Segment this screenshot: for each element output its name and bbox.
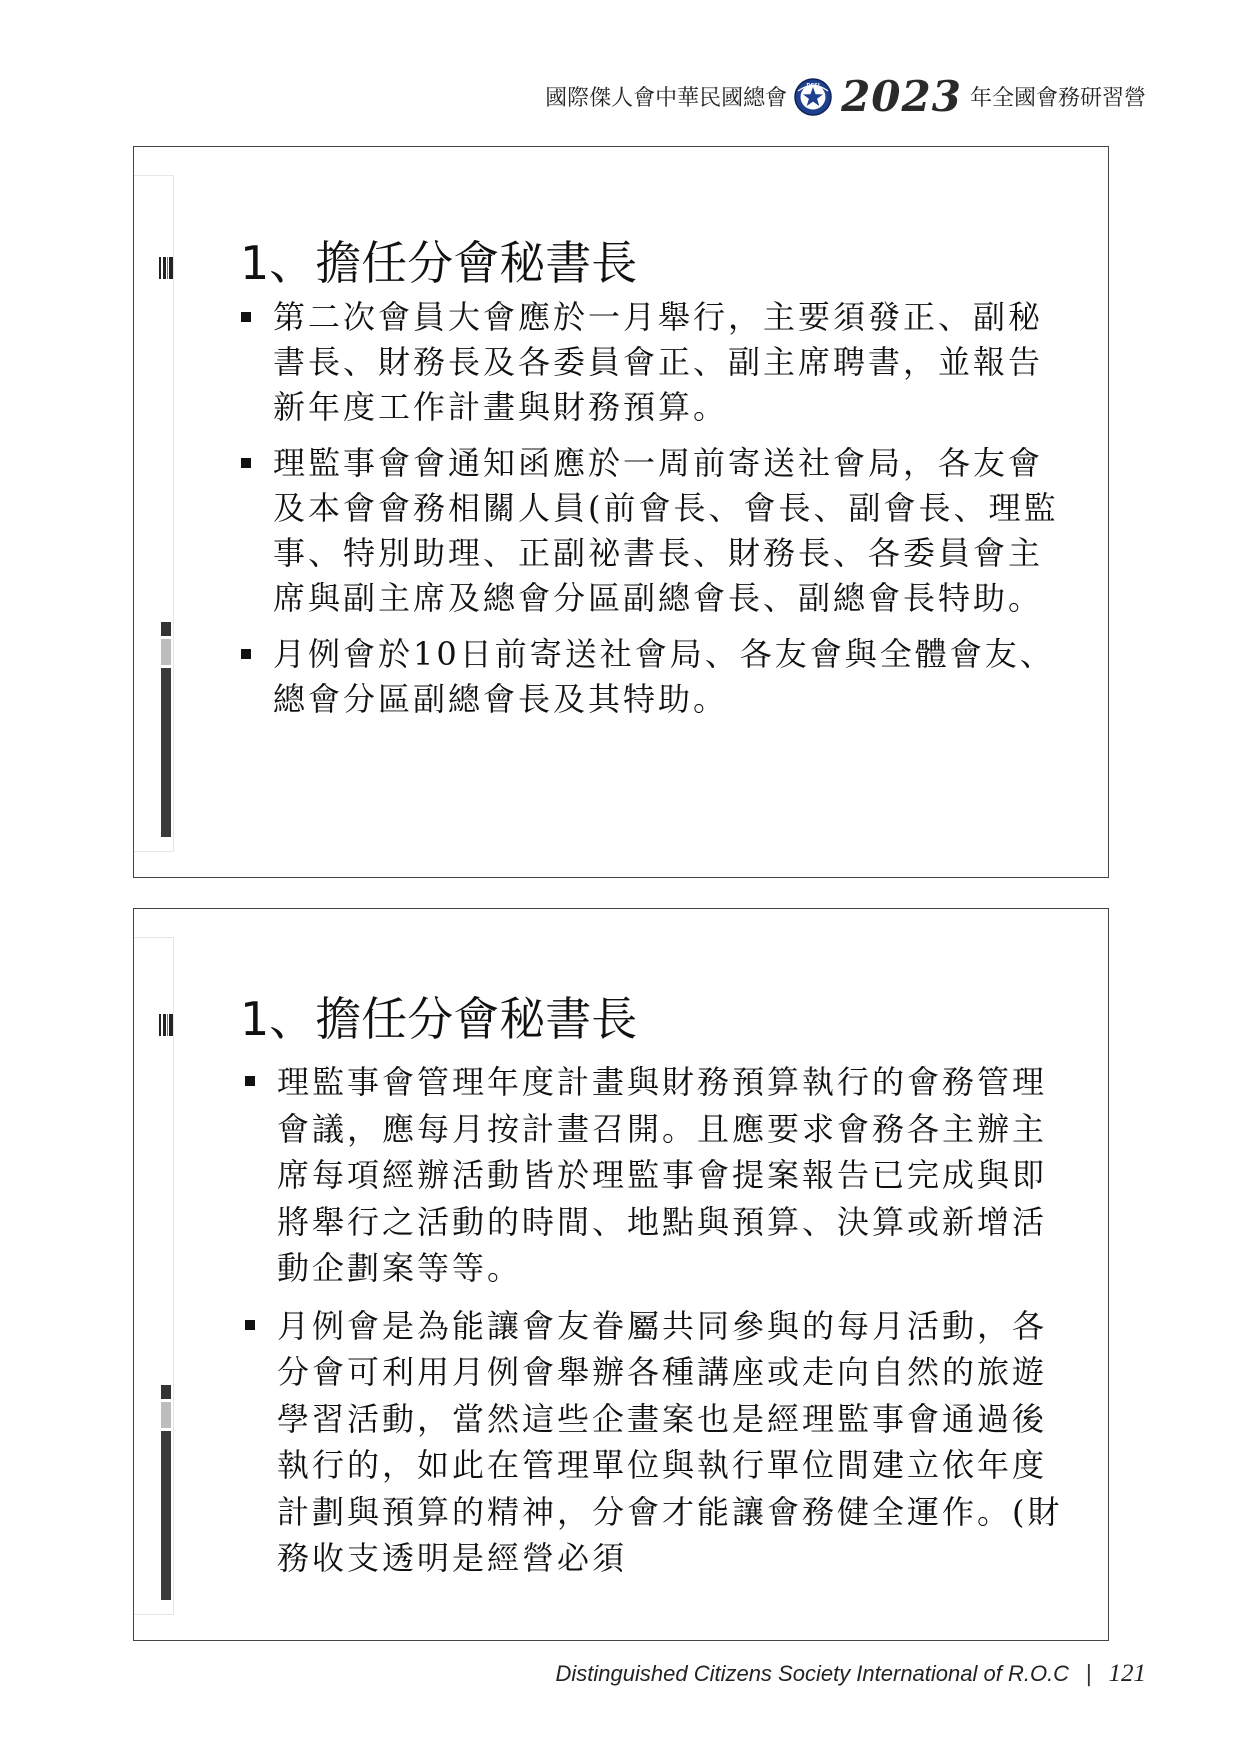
slide-2 — [133, 908, 1109, 1641]
bullet-list — [245, 1059, 1071, 1593]
slide-title: 1、擔任分會秘書長 — [240, 992, 638, 1046]
slide-1 — [133, 146, 1109, 878]
bullet-item — [245, 1059, 1071, 1292]
page-header — [545, 72, 1146, 121]
bullet-list — [241, 295, 1071, 733]
bullet-square-icon — [245, 1076, 255, 1086]
header-year: 2023 — [841, 72, 962, 121]
bullet-text: 理監事會會通知函應於一周前寄送社會局，各友會及本會會務相關人員(前會長、會長、副會長、理監事、特別助理、正副祕書長、財務長、各委員會主席與副主席及總會分區副總會長、副總會長特助。 — [273, 444, 1059, 617]
footer-org-name: Distinguished Citizens Society International of R.O.C — [555, 1661, 1070, 1686]
bullet-item — [241, 632, 1071, 722]
bullet-square-icon — [245, 1320, 255, 1330]
slide-title: 1、擔任分會秘書長 — [240, 236, 638, 290]
bullet-item — [241, 441, 1071, 621]
footer-separator: | — [1085, 1662, 1093, 1687]
title-marker-icon — [159, 257, 173, 279]
bullet-text: 理監事會管理年度計畫與財務預算執行的會務管理會議，應每月按計畫召開。且應要求會務各主辦主席每項經辦活動皆於理監事會提案報告已完成與即將舉行之活動的時間、地點與預算、決算或新增活動企劃案等等。 — [277, 1063, 1048, 1287]
bullet-square-icon — [241, 649, 251, 659]
title-marker-icon — [159, 1014, 173, 1036]
decorative-side-bars — [161, 1385, 171, 1600]
dcsi-emblem-icon — [793, 77, 833, 117]
emblem-label: DCSI — [806, 82, 820, 89]
bullet-item — [241, 295, 1071, 430]
header-org-name: 國際傑人會中華民國總會 — [545, 86, 788, 111]
bullet-square-icon — [241, 312, 251, 322]
bullet-text: 第二次會員大會應於一月舉行，主要須發正、副秘書長、財務長及各委員會正、副主席聘書，並報告新年度工作計畫與財務預算。 — [273, 298, 1044, 426]
page-footer — [556, 1660, 1147, 1688]
header-event-name: 年全國會務研習營 — [969, 86, 1146, 111]
bullet-text: 月例會是為能讓會友眷屬共同參與的每月活動，各分會可利用月例會舉辦各種講座或走向自然的旅遊學習活動，當然這些企畫案也是經理監事會通過後執行的，如此在管理單位與執行單位間建立依年度計劃與預算的精神，分會才能讓會務健全運作。(財務收支透明是經營必須 — [277, 1306, 1063, 1577]
bullet-item — [245, 1303, 1071, 1582]
bullet-square-icon — [241, 458, 251, 468]
decorative-side-bars — [161, 622, 171, 837]
page-number: 121 — [1108, 1660, 1146, 1687]
bullet-text: 月例會於10日前寄送社會局、各友會與全體會友、總會分區副總會長及其特助。 — [273, 635, 1055, 718]
